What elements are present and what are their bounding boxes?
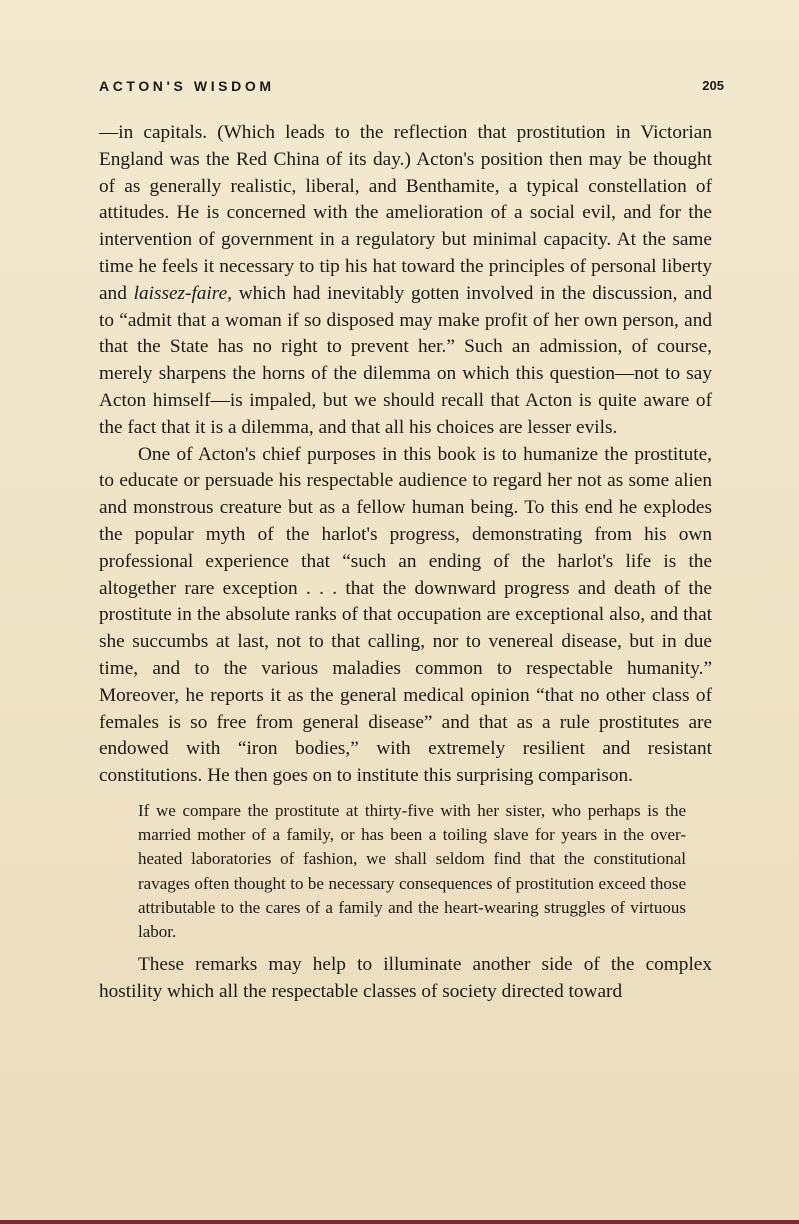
page-edge (0, 1220, 799, 1224)
paragraph-3: These remarks may help to illuminate another side of the complex hostility which all the respectable classes of society directed toward (99, 954, 712, 1002)
page-header (99, 78, 724, 100)
paragraph-1 (99, 120, 712, 442)
page-number: 205 (702, 78, 724, 93)
paragraph-1-italic: laissez-faire, (133, 282, 232, 304)
block-quote: If we compare the prostitute at thirty-five with her sister, who perhaps is the married mother of a family, or has been a toiling slave for years in the over-heated laboratories of fashion, we shall seldom find that the constitutional ravages often thought to be necessary consequences of prostitution exceed those attributable to the cares of a family and the heart-wearing struggles of virtuous labor. (138, 800, 686, 941)
paragraph-1-text-a: —in capitals. (Which leads to the reflection that prostitution in Victorian England was the Red China of its day.) Acton's position then may be thought of as generally realistic, liberal, and Benthamite, a typical constellation of attitudes. He is concerned with the amelioration of a social evil, and for the intervention of government in a regulatory but minimal capacity. At the same time he feels it necessary to tip his hat toward the principles of personal liberty and (99, 122, 712, 304)
body-text (99, 120, 712, 1006)
running-head: ACTON'S WISDOM (99, 78, 275, 94)
paragraph-2: One of Acton's chief purposes in this book is to humanize the prostitute, to educate or persuade his respectable audience to regard her not as some alien and monstrous creature but as a fellow human being. To this end he explodes the popular myth of the harlot's progress, demonstrating from his own professional experience that “such an ending of the harlot's life is the altogether rare exception . . . that the downward progress and death of the prostitute in the absolute ranks of that occupation are exceptional also, and that she succumbs at last, not to that calling, nor to venereal disease, but in due time, and to the various maladies common to respectable humanity.” Moreover, he reports it as the general medical opinion “that no other class of females is so free from general disease” and that as a rule prostitutes are endowed with “iron bodies,” with extremely resilient and resistant constitutions. He then goes on to institute this surprising comparison. (99, 443, 712, 787)
paragraph-1-text-b: which had inevitably gotten involved in the discussion, and to “admit that a woman if so disposed may make profit of her own person, and that the State has no right to prevent her.” Such an admission, of course, merely sharpens the horns of the dilemma on which this question—not to say Acton himself—is impaled, but we should recall that Acton is quite aware of the fact that it is a dilemma, and that all his choices are lesser evils. (99, 282, 712, 438)
